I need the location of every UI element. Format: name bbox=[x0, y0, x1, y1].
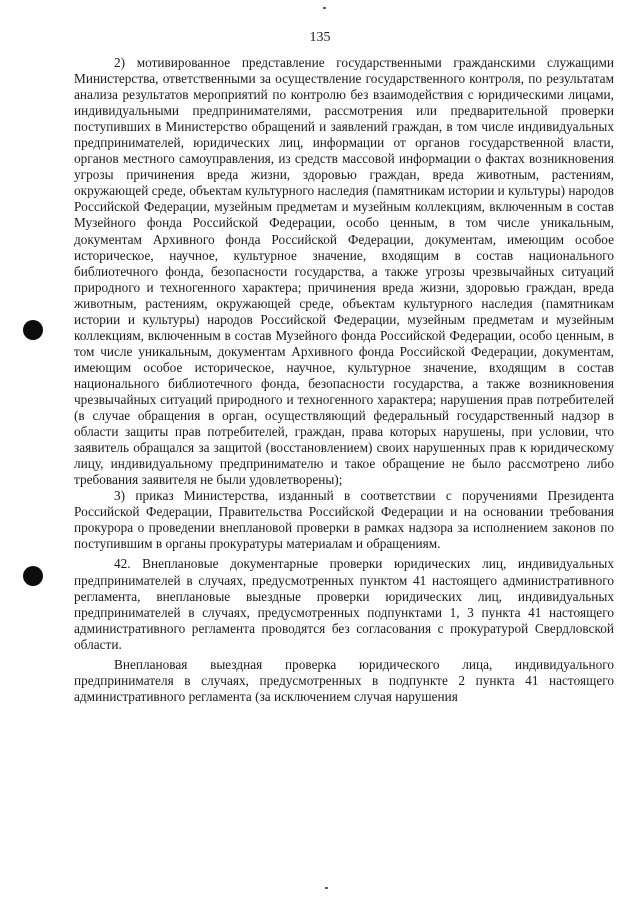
page-number: 135 bbox=[309, 30, 331, 45]
paragraph-item-3: 3) приказ Министерства, изданный в соответствии с поручениями Президента Российской Федерации, Правительства Российской Федерации и на основании требования прокурора о проведении внеплановой проверки в рамках надзора за исполнением законов по поступившим в органы прокуратуры материалам и обращениям. bbox=[74, 488, 614, 552]
paragraph-item-2: 2) мотивированное представление государственными гражданскими служащими Министерства, ответственными за осуществление государственного контроля, по результатам анализа результатов мероприятий по контролю без взаимодействия с юридическими лицами, индивидуальными предпринимателями, рассмотрения или предварительной проверки поступивших в Министерство обращений и заявлений граждан, в том числе индивидуальных предпринимателей, юридических лиц, информации от органов государственной власти, органов местного самоуправления, из средств массовой информации о фактах возникновения угрозы причинения вреда жизни, здоровью граждан, вреда животным, растениям, окружающей среде, объектам культурного наследия (памятникам истории и культуры) народов Российской Федерации, музейным предметам и музейным коллекциям, включенным в состав Музейного фонда Российской Федерации, особо ценным, в том числе уникальным, документам Архивного фонда Российской Федерации, документам, имеющим особое историческое, научное, культурное значение, входящим в состав национального библиотечного фонда, безопасности государства, а также угрозы чрезвычайных ситуаций природного и техногенного характера; причинения вреда жизни, здоровью граждан, вреда животным, растениям, окружающей среде, объектам культурного наследия (памятникам истории и культуры) народов Российской Федерации, музейным предметам и музейным коллекциям, включенным в состав Музейного фонда Российской Федерации, особо ценным, в том числе уникальным, документам Архивного фонда Российской Федерации, документам, имеющим особое историческое, научное, культурное значение, входящим в состав национального библиотечного фонда, безопасности государства, а также возникновения чрезвычайных ситуаций природного и техногенного характера; нарушения прав потребителей (в случае обращения в орган, осуществляющий федеральный государственный надзор в области защиты прав потребителей, граждан, права которых нарушены, при условии, что заявитель обращался за защитой (восстановлением) своих нарушенных прав к юридическому лицу, индивидуальному предпринимателю и такое обращение не было рассмотрено либо требования заявителя не были удовлетворены); bbox=[74, 55, 614, 488]
punch-hole-upper bbox=[23, 320, 43, 340]
document-body bbox=[74, 55, 614, 705]
scan-speck-top bbox=[323, 7, 326, 9]
paragraph-unscheduled-inspection: Внеплановая выездная проверка юридического лица, индивидуального предпринимателя в случаях, предусмотренных в подпункте 2 пункта 41 настоящего административного регламента (за исключением случая нарушения bbox=[74, 656, 614, 704]
paragraph-clause-42: 42. Внеплановые документарные проверки юридических лиц, индивидуальных предпринимателей в случаях, предусмотренных пунктом 41 настоящего административного регламента, внеплановые выездные проверки юридических лиц, индивидуальных предпринимателей в случаях, предусмотренных подпунктами 1, 3 пункта 41 настоящего административного регламента проводятся без согласования с прокуратурой Свердловской области. bbox=[74, 556, 614, 652]
punch-hole-lower bbox=[23, 566, 43, 586]
scan-speck-bottom bbox=[325, 887, 328, 889]
